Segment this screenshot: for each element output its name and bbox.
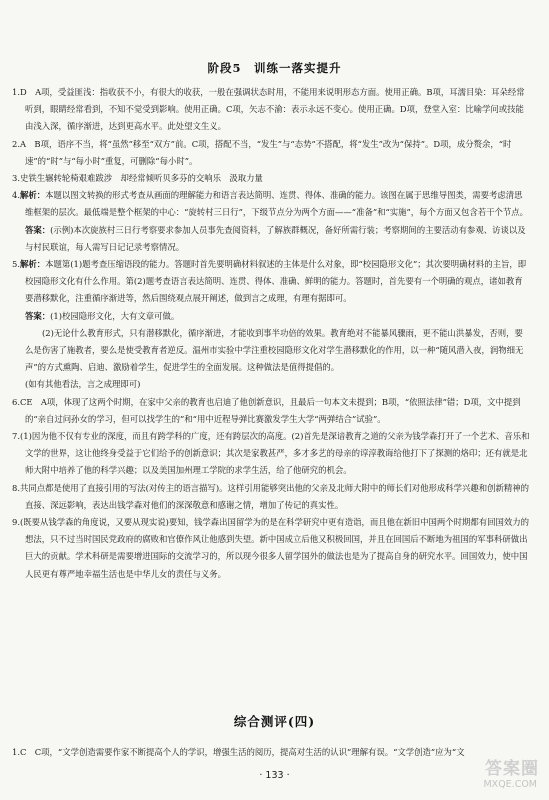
- answer-item-next-section: 1.C C项，“文学创造需要作家不断提高个人的学识，增强生活的阅历，提高对生活的认识”理解有误。“文学创造”应为“文: [12, 747, 465, 757]
- answer-item-5-answer: [12, 308, 530, 325]
- answer-item-4: 4.解析：本题以图文转换的形式考查从画面的理解能力和语言表达简明、连贯、得体、准确的能力。该图在属于思维导图类，需要考虑清思维框架的层次。最低端是整个框架的中心：“旋转村三日行”，下级节点分为两个方面——“准备”和“实施”，每个方面又包含若干个节点。: [12, 190, 529, 218]
- answer-item-1: 1.D A项，受益匪浅：指收获不小，有很大的收获，一般在强调状态时用，不能用来说明形态方面。使用正确。B项，耳濡目染：耳朵经常听到，眼睛经常看到，不知不觉受到影响。使用正确。C项，矢志不渝：表示永远不变心。使用正确。D项，登堂入室：比喻学问或技能由浅入深，循序渐进，达到更高水平。此处望文生义。: [12, 87, 525, 132]
- answer-item-6: 6.CE A项，体现了这两个时期，在家中父亲的教育也启迪了他创新意识，且最后一句本文未提到；B项，“依照法律”错；D项，文中提到的“亲自过问孙女的学习，但可以找学生的”和“用中近程导弹比赛激发学生大学“两弹结合”试验”。: [12, 396, 521, 424]
- answer-item-4-answer: [12, 222, 530, 256]
- analysis-label: 解析：: [20, 259, 46, 270]
- analysis-text: 本题第(1)题考查压缩语段的能力。答题时首先要明确材料叙述的主体是什么对象，即“校园隐形文化”；其次要明确材料的主旨，即校园隐形文化有什么作用。第(2)题考查语言表达简明、连贯、得体、准确、鲜明的能力。答题时，首先要有一个明确的观点，诸如教育要潜移默化，注重循序渐进等，然后围绕观点展开阐述，做到言之成理，有理有据即可。: [25, 259, 527, 304]
- analysis-label: 解析：: [20, 190, 46, 201]
- answer-item-5: 5.解析：本题第(1)题考查压缩语段的能力。答题时首先要明确材料叙述的主体是什么对象，即“校园隐形文化”；其次要明确材料的主旨，即校园隐形文化有什么作用。第(2)题考查语言表达简明、连贯、得体、准确、鲜明的能力。答题时，首先要有一个明确的观点，诸如教育要潜移默化，注重循序渐进等，然后围绕观点展开阐述，做到言之成理，有理有据即可。: [12, 259, 527, 304]
- page-number: · 133 ·: [259, 770, 290, 781]
- answer-item-9: 9.(既要从钱学森的角度说，又要从现实说)要知，钱学森出国留学为的是在科学研究中更有造诣，而且他在新旧中国两个时期都有回国效力的想法，只不过当时国民党政府的腐败和官僚作风让他感到失望。新中国成立后他又积极回国，并且在回国后不断地为祖国的军事科研做出巨大的贡献。学术科研是需要增进国际的交流学习的，所以现今很多人留学国外的做法也是为了提高自身的研究水平。回国效力，使中国人民更有尊严地幸福生活也是中华儿女的责任与义务。: [12, 517, 530, 579]
- answer-item-5-part2: (2)无论什么教育形式，只有潜移默化，循序渐进，才能收到事半功倍的效果。教育绝对不能暴风骤雨，更不能山洪暴发，否则，要么是伤害了施教者，要么是使受教育者逆反。温州市实验中学注重校园隐形文化对学生潜移默化的作用，以一种“随风潜入夜，润物细无声”的方式熏陶、启迪、激励着学生，促进学生的全面发展。这种做法是值得提倡的。: [25, 327, 524, 373]
- section2-title: 综合测评(四): [233, 714, 316, 729]
- answer-item-3: 3.史铁生辗转轮椅艰难跋涉 却经常倾听贝多芬的交响乐 汲取力量: [12, 173, 263, 184]
- answer-text: (示例)本次旋族村三日行考察要求参加人员事先查阅资料，了解族群概况，备好所需行装；考察期间的主要活动有参观、访谈以及与村民联谊，每人需写日记记录考察情况。: [25, 224, 526, 252]
- answer-item-2: 2.A B项，语序不当，将“虽然”移至“双方”前。C项，搭配不当，“发生”与“态势”不搭配，将“发生”改为“保持”。D项，成分赘余，“时速”的“时”与“每小时”重复，可删除“每小时”。: [12, 138, 512, 166]
- watermark-logo: 答案圈: [485, 759, 539, 779]
- answer-item-8: 8.共同点都是使用了直接引用的写法(对传主的语言描写)。这样引用能够突出他的父亲及北师大附中的师长们对他形成科学兴趣和创新精神的直接、深远影响，表达出钱学森对他们的深深敬意和感谢之情，增加了传记的真实性。: [12, 482, 530, 510]
- answer-text: (1)校园隐形文化，大有文章可做。: [50, 310, 180, 321]
- answer-content: [12, 84, 530, 583]
- analysis-text: 本题以图文转换的形式考查从画面的理解能力和语言表达简明、连贯、得体、准确的能力。该图在属于思维导图类，需要考虑清思维框架的层次。最低端是整个框架的中心：“旋转村三日行”，下级节点分为两个方面——“准备”和“实施”，每个方面又包含若干个节点。: [25, 190, 529, 218]
- answer-item-5-note: (如有其他看法，言之成理即可): [25, 379, 141, 390]
- watermark-url: MXQE.COM: [483, 779, 537, 790]
- answer-label: 答案：: [25, 310, 51, 321]
- answer-item-7: 7.(1)因为他不仅有专业的深度，而且有跨学科的广度，还有跨层次的高度。(2)首先是深谙教育之道的父亲为钱学森打开了一个艺术、音乐和文学的世界，这让他终身受益于它们给予的创新意识；其次是家教甚严，多才多艺的母亲的谆淳教诲给他打下了探测的烙印；还有就是北师大附中培养了他的科学兴趣；以及美国加州理工学院的求学生活，给了他研究的机会。: [12, 431, 530, 476]
- section-title: 阶段5 训练一落实提升: [207, 61, 342, 75]
- answer-label: 答案：: [25, 224, 51, 235]
